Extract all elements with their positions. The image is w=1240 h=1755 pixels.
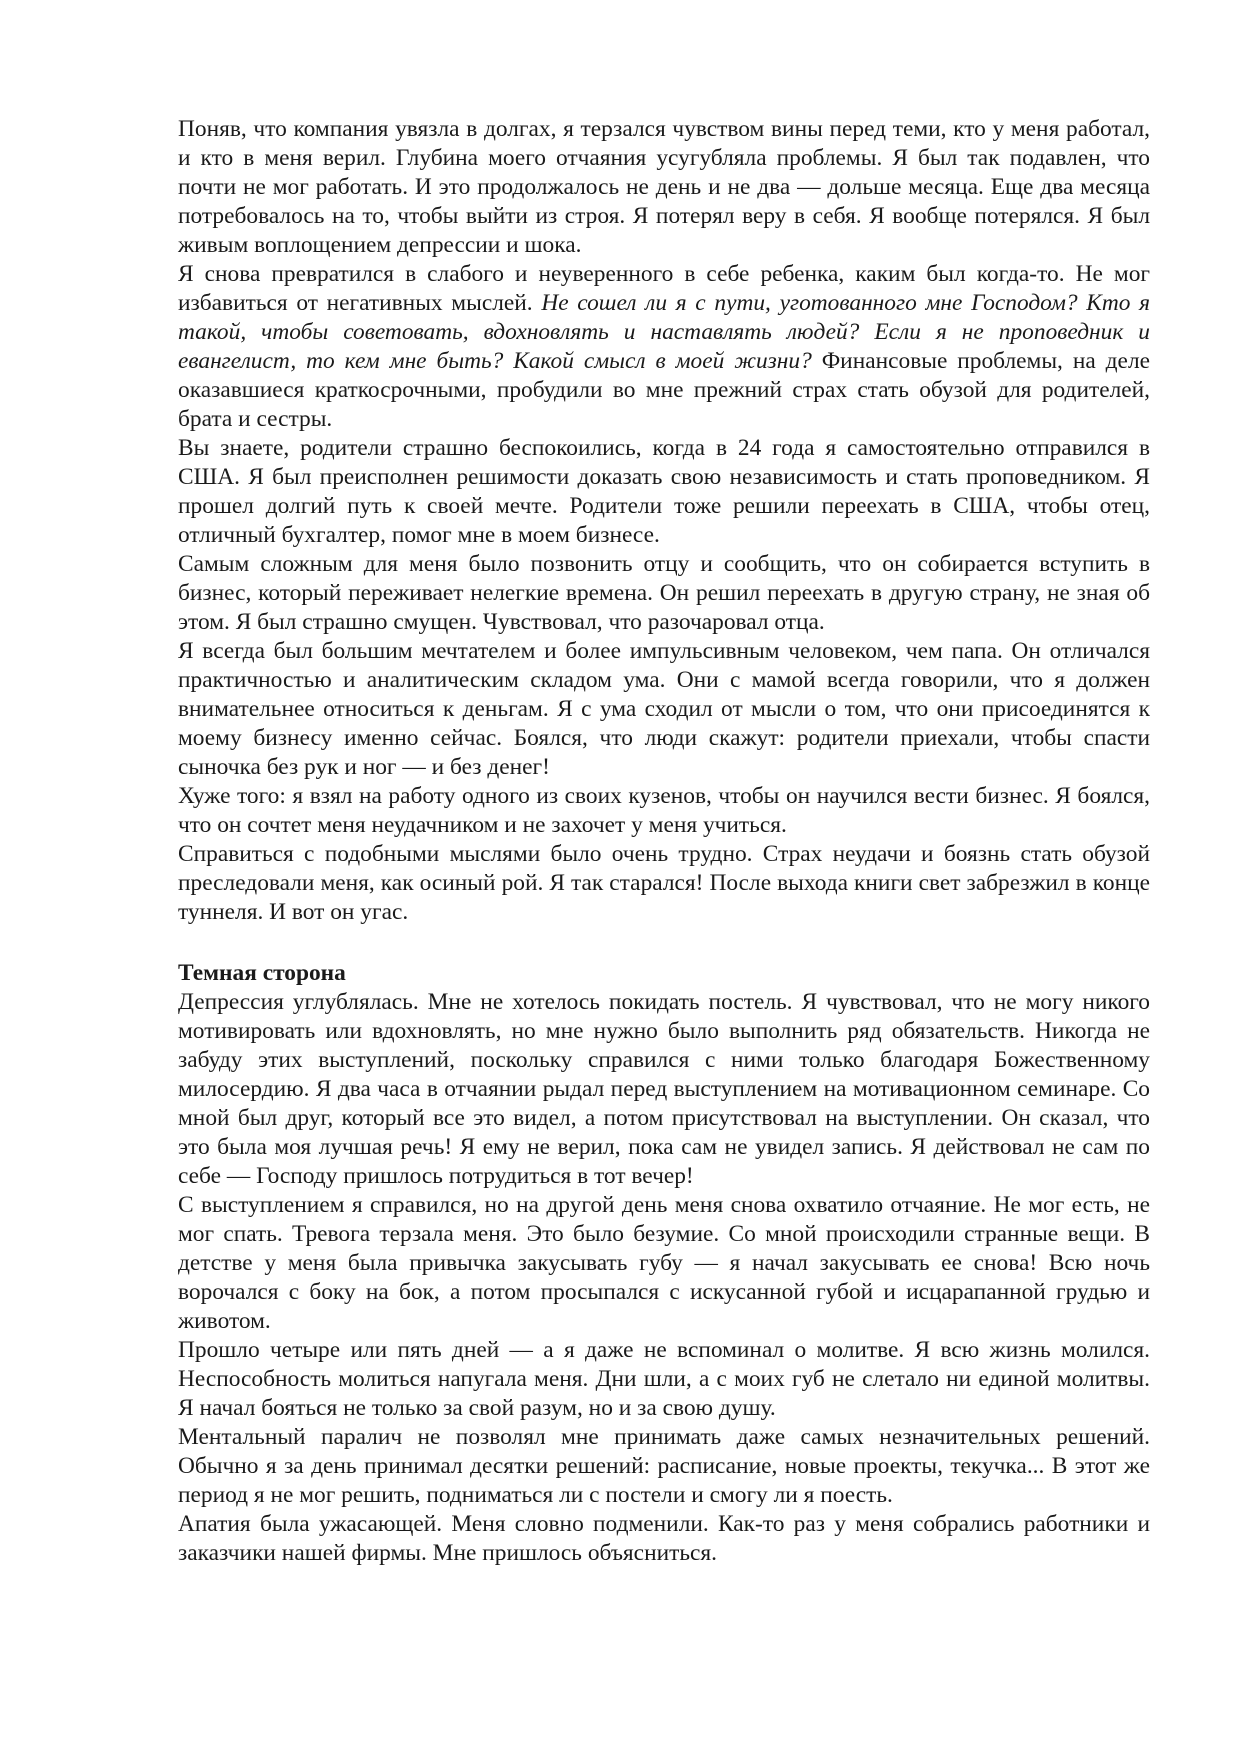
paragraph: Самым сложным для меня было позвонить отцу и сообщить, что он собирается вступить в бизнес, который переживает нелегкие времена. Он решил переехать в другую страну, не зная об этом. Я был страшно смущен. Чувствовал, что разочаровал отца. (178, 551, 1150, 635)
document-page (178, 115, 1150, 1568)
paragraph: Прошло четыре или пять дней — а я даже не вспоминал о молитве. Я всю жизнь молился. Неспособность молиться напугала меня. Дни шли, а с моих губ не слетало ни единой молитвы. Я начал бояться не только за свой разум, но и за свою душу. (178, 1337, 1150, 1421)
paragraph: Вы знаете, родители страшно беспокоились, когда в 24 года я самостоятельно отправился в США. Я был преисполнен решимости доказать свою независимость и стать проповедником. Я прошел долгий путь к своей мечте. Родители тоже решили переехать в США, чтобы отец, отличный бухгалтер, помог мне в моем бизнесе. (178, 435, 1150, 548)
paragraph: Я всегда был большим мечтателем и более импульсивным человеком, чем папа. Он отличался практичностью и аналитическим складом ума. Они с мамой всегда говорили, что я должен внимательнее относиться к деньгам. Я с ума сходил от мысли о том, что они присоединятся к моему бизнесу именно сейчас. Боялся, что люди скажут: родители приехали, чтобы спасти сыночка без рук и ног — и без денег! (178, 638, 1150, 780)
italic-quote: Не сошел ли я с пути, уготованного мне Господом? Кто я такой, чтобы советовать, вдохновлять и наставлять людей? Если я не проповедник и евангелист, то кем мне быть? Какой смысл в моей жизни? (178, 290, 1150, 374)
paragraph: Хуже того: я взял на работу одного из своих кузенов, чтобы он научился вести бизнес. Я боялся, что он сочтет меня неудачником и не захочет у меня учиться. (178, 783, 1150, 838)
section-gap (178, 927, 1150, 959)
paragraph: Справиться с подобными мыслями было очень трудно. Страх неудачи и боязнь стать обузой преследовали меня, как осиный рой. Я так старался! После выхода книги свет забрезжил в конце туннеля. И вот он угас. (178, 841, 1150, 925)
paragraph: Ментальный паралич не позволял мне принимать даже самых незначительных решений. Обычно я за день принимал десятки решений: расписание, новые проекты, текучка... В этот же период я не мог решить, подниматься ли с постели и смогу ли я поесть. (178, 1424, 1150, 1508)
paragraph: С выступлением я справился, но на другой день меня снова охватило отчаяние. Не мог есть, не мог спать. Тревога терзала меня. Это было безумие. Со мной происходили странные вещи. В детстве у меня была привычка закусывать губу — я начал закусывать ее снова! Всю ночь ворочался с боку на бок, а потом просыпался с искусанной губой и исцарапанной грудью и животом. (178, 1192, 1150, 1334)
paragraph-text: Финансовые проблемы, на деле оказавшиеся краткосрочными, пробудили во мне прежний страх стать обузой для родителей, брата и сестры. (178, 348, 1150, 432)
paragraph: Депрессия углублялась. Мне не хотелось покидать постель. Я чувствовал, что не могу никого мотивировать или вдохновлять, но мне нужно было выполнить ряд обязательств. Никогда не забуду этих выступлений, поскольку справился с ними только благодаря Божественному милосердию. Я два часа в отчаянии рыдал перед выступлением на мотивационном семинаре. Со мной был друг, который все это видел, а потом присутствовал на выступлении. Он сказал, что это была моя лучшая речь! Я ему не верил, пока сам не увидел запись. Я действовал не сам по себе — Господу пришлось потрудиться в тот вечер! (178, 989, 1150, 1189)
paragraph-text: Я снова превратился в слабого и неуверенного в себе ребенка, каким был когда-то. Не мог избавиться от негативных мыслей. (178, 261, 1150, 316)
paragraph: Апатия была ужасающей. Меня словно подменили. Как-то раз у меня собрались работники и заказчики нашей фирмы. Мне пришлось объясниться. (178, 1511, 1150, 1566)
paragraph: Поняв, что компания увязла в долгах, я терзался чувством вины перед теми, кто у меня работал, и кто в меня верил. Глубина моего отчаяния усугубляла проблемы. Я был так подавлен, что почти не мог работать. И это продолжалось не день и не два — дольше месяца. Еще два месяца потребовалось на то, чтобы выйти из строя. Я потерял веру в себя. Я вообще потерялся. Я был живым воплощением депрессии и шока. (178, 116, 1150, 258)
section-heading: Темная сторона (178, 960, 346, 986)
paragraph (178, 260, 1150, 434)
